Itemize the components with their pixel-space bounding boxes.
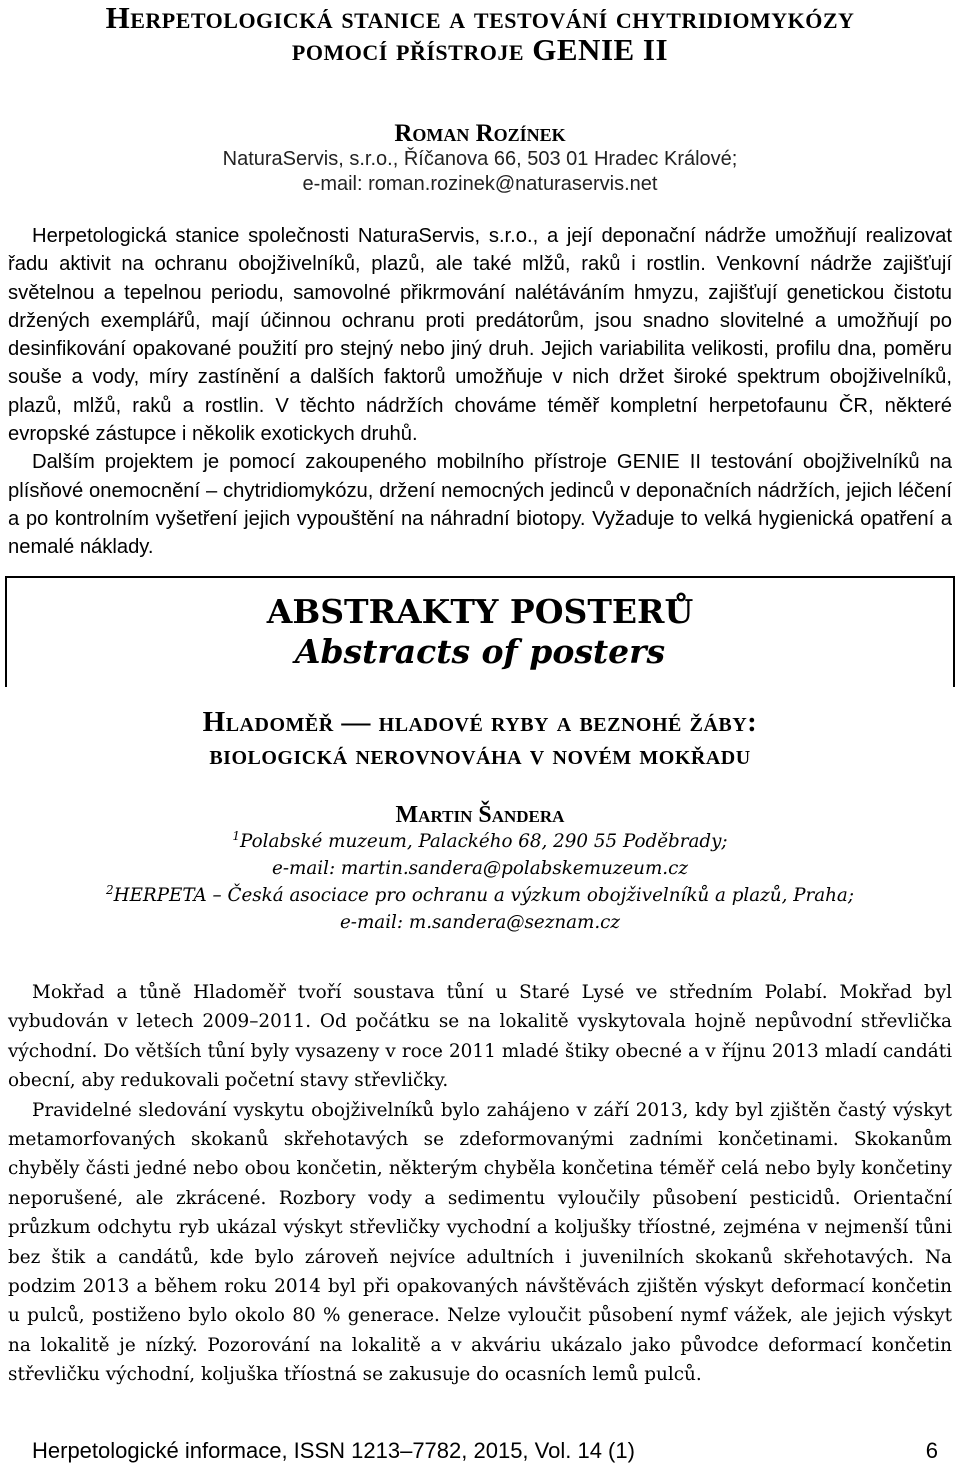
article1-author: Roman Rozínek [394,120,566,147]
footer-page-number: 6 [925,1438,938,1463]
article2-title-line2: biologická nerovnováha v novém mokřadu [209,739,751,771]
article2-title-line1: Hladoměř — hladové ryby a beznohé žáby: [202,706,758,738]
article1-paragraph-1: Herpetologická stanice společnosti NaturaServis, s.r.o., a její deponační nádrže umožňují realizovat řadu aktivit na ochranu obojživelníků, plazů, ale také mlžů, raků i rostlin. Venkovní nádrže zajišťují světelnou a tepelnou periodu, samovolné přikrmování nalétáváním hmyzu, zajišťují genetickou čistotu držených exemplářů, mají účinnou ochranu proti predátorům, jsou snadno slovitelné a umožňují po desinfikování opakované použití pro stejný nebo jiný druh. Jejich variabilita velikosti, profilu dna, poměru souše a vody, míry zastínění a dalších faktorů umožňuje v nich držet široké spektrum obojživelníků, plazů, mlžů, raků a rostlin. V těchto nádržích chováme téměř kompletní herpetofaunu ČR, některé evropské zástupce i několik exotickych druhů. [8,225,952,446]
section-subtitle: Abstracts of posters [294,632,666,671]
affil2-text: HERPETA – Česká asociace pro ochranu a výzkum obojživelníků a plazů, Praha; [113,885,854,906]
article2-affiliation-2 [8,882,952,909]
section-title: ABSTRAKTY POSTERŮ [266,592,694,631]
affil1-text: Polabské muzeum, Palackého 68, 290 55 Poděbrady; [240,831,728,852]
article2-paragraph-1: Mokřad a tůně Hladoměř tvoří soustava tůní u Staré Lysé ve středním Polabí. Mokřad byl vybudován v letech 2009–2011. Od počátku se na lokalitě vyskytovala hojně nepůvodní střevlička východní. Do větších tůní byly vysazeny v roce 2011 mladé štiky obecné a v říjnu 2013 mladí candáti obecní, aby redukovali početní stavy střevličky. [8,982,952,1092]
page-footer [32,1438,938,1464]
article2-affiliation-1 [8,828,952,855]
affil2-superscript: 2 [106,883,114,897]
section-header-box [5,576,955,687]
article1-paragraph-2: Dalším projektem je pomocí zakoupeného mobilního přístroje GENIE II testování obojživelníků na plísňové onemocnění – chytridiomykózu, držení nemocných jedinců v deponačních nádržích, jejich léčení a po kontrolním vyšetření jejich vypouštění na náhradní biotopy. Vyžaduje to velká hygienická opatření a nemalé náklady. [8,451,952,559]
article1 [8,2,952,562]
article2-email-2: e-mail: m.sandera@seznam.cz [339,912,621,933]
article2 [8,706,952,1390]
article1-title-line1: Herpetologická stanice a testování chytridiomykózy [105,0,855,35]
affil1-superscript: 1 [232,829,241,843]
article2-email-1: e-mail: martin.sandera@polabskemuzeum.cz [272,858,688,879]
article2-paragraph-2: Pravidelné sledování vyskytu obojživelníků bylo zahájeno v září 2013, kdy byl zjištěn častý výskyt metamorfovaných skokanů skřehotavých se zdeformovanými zadními končetinami. Skokanům chyběly části jedné nebo obou končetin, některým chyběla končetina téměř celá nebo byly končetiny neporušené, ale zkrácené. Rozbory vody a sedimentu vyloučily působení pesticidů. Orientační průzkum odchytu ryb ukázal výskyt střevličky vychodní a koljušky tříostné, zejména v nejmenší tůni bez štik a candátů, kde bylo zároveň nejvíce adultních i juvenilních skokanů skřehotavých. Na podzim 2013 a během roku 2014 byl při opakovaných návštěvách zjištěn výskyt deformací končetin u pulců, postiženo bylo okolo 80 % generace. Nelze vyloučit působení nymf vážek, ale jejich výskyt na lokalitě je nízký. Pozorování na lokalitě a v akváriu ukázalo jako původce deformací končetin střevličku východní, koljuška tříostná se zakusuje do ocasních lemů pulců. [8,1099,952,1386]
article1-title-line2: pomocí přístroje GENIE II [291,32,669,67]
article1-affiliation: NaturaServis, s.r.o., Říčanova 66, 503 01 Hradec Králové; [222,148,738,170]
footer-journal: Herpetologické informace, ISSN 1213–7782, 2015, Vol. 14 (1) [32,1438,635,1463]
article2-author: Martin Šandera [395,802,565,828]
article1-email: e-mail: roman.rozinek@naturaservis.net [302,173,658,195]
